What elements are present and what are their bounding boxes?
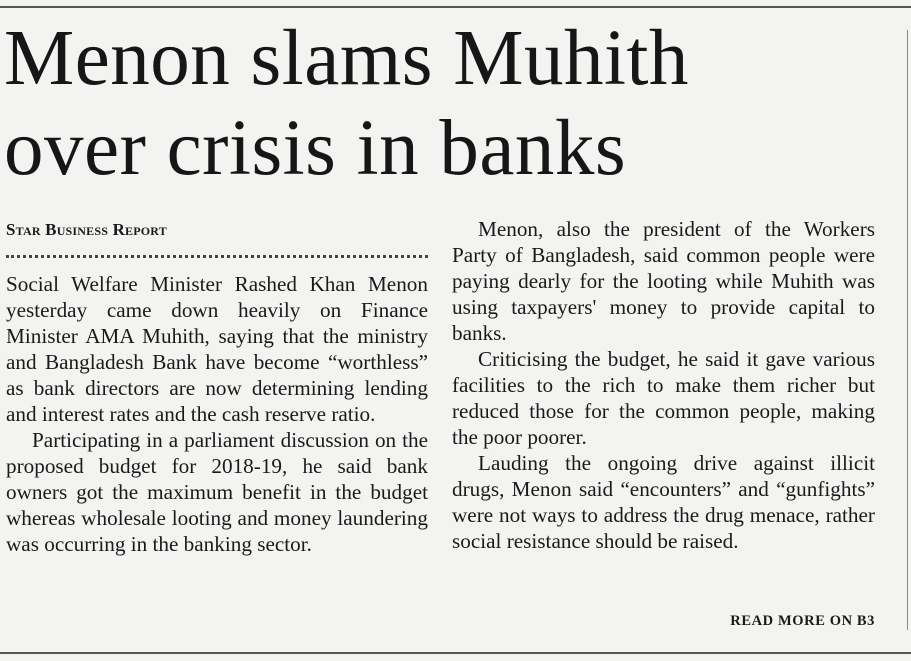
dotted-divider	[6, 255, 428, 258]
paragraph: Menon, also the president of the Workers Party of Bangladesh, said common people were paying dearly for the looting while Muhith was using taxpayers' money to provide capital to banks.	[452, 217, 875, 345]
headline-line-1: Menon slams Muhith	[4, 15, 689, 102]
article-column-right	[452, 216, 875, 554]
paragraph: Participating in a parliament discussion on the proposed budget for 2018-19, he said bank owners got the maximum benefit in the budget whereas wholesale looting and money laundering was occurring in the banking sector.	[6, 428, 428, 556]
bottom-rule	[0, 652, 911, 654]
headline-line-2: over crisis in banks	[4, 105, 627, 192]
read-more-link[interactable]: READ MORE ON B3	[730, 613, 875, 629]
paragraph: Social Welfare Minister Rashed Khan Menon yesterday came down heavily on Finance Minister AMA Muhith, saying that the ministry and Bangladesh Bank have become “worthless” as bank directors are now determining lending and interest rates and the cash reserve ratio.	[6, 272, 428, 426]
article-column-left	[6, 271, 428, 557]
article-headline	[4, 14, 894, 194]
top-rule	[0, 6, 911, 8]
right-border-rule	[907, 30, 908, 630]
byline: Star Business Report	[6, 220, 167, 239]
paragraph: Lauding the ongoing drive against illicit drugs, Menon said “encounters” and “gunfights” were not ways to address the drug menace, rather social resistance should be raised.	[452, 451, 875, 553]
paragraph: Criticising the budget, he said it gave various facilities to the rich to make them richer but reduced those for the common people, making the poor poorer.	[452, 347, 875, 449]
